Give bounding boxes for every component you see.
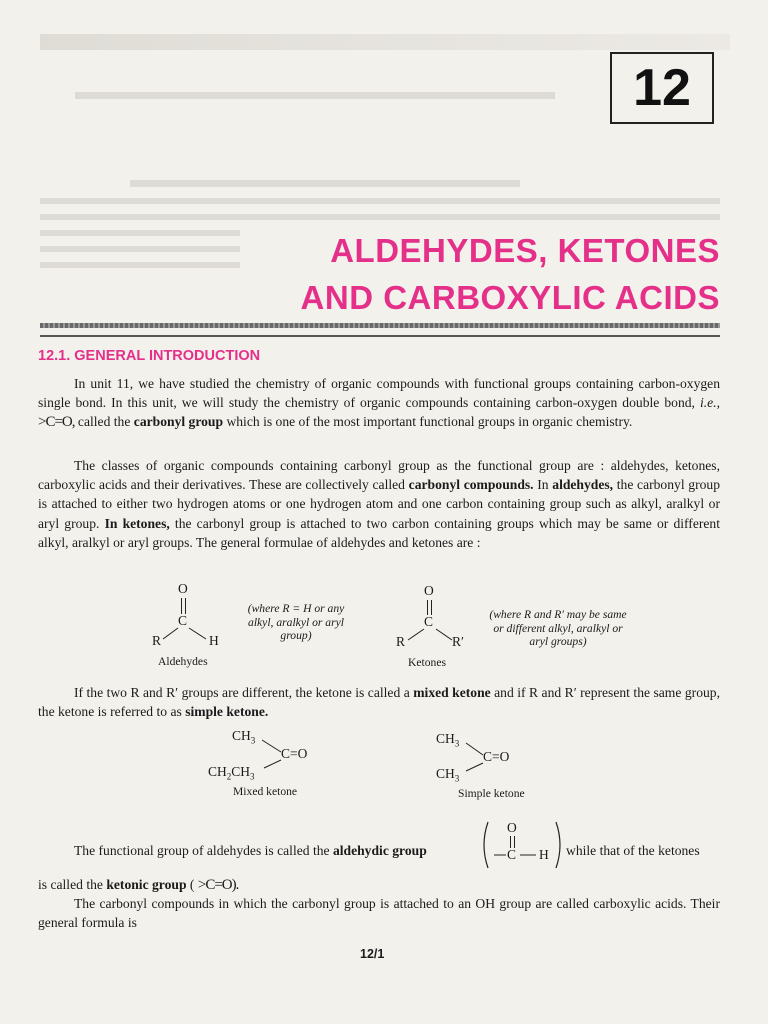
text: called the [74,414,134,430]
ketonic-symbol: >C=O). [197,877,239,893]
paragraph-carboxylic: The carbonyl compounds in which the carbonyl group is attached to an OH group are called carboxylic acids. Their general formula is [38,896,720,931]
text: ( [186,877,198,892]
oxygen-atom: O [178,581,188,596]
term-carbonyl-group: carbonyl group [133,414,224,430]
text: If the two R and R′ groups are different, the ketone is called a [74,685,414,700]
ethyl-group: $CH_2CH_3$ [208,764,255,782]
text: The classes of organic compounds containing carbonyl group as the functional group are : aldehydes, ketones, carboxylic acids and their derivatives. These are collectively called [38,458,720,493]
term-simple-ketone: simple ketone. [185,704,269,720]
text: which is one of the most important functional groups in organic chemistry. [223,414,633,430]
term-ketonic-group: ketonic group [106,877,187,892]
chapter-title-line-1: ALDEHYDES, KETONES [330,232,720,269]
text: the carbonyl group is attached to two carbon containing groups which may be same or different alkyl, aralkyl or aryl groups. The general formulae of aldehydes and ketones are : [38,515,721,550]
carbon-atom: C [178,613,188,628]
ketone-note: (where R and R′ may be same or different alkyl, aralkyl or aryl groups) [489,608,627,648]
text: The functional group of aldehydes is called the [74,843,333,858]
term-mixed-ketone: mixed ketone [413,685,491,700]
text: while that of the ketones [566,843,700,858]
aldehyde-note: (where R = H or any alkyl, aralkyl or aryl group) [247,602,345,642]
carbonyl-symbol: >C=O, [38,414,75,431]
h-atom: H [209,633,219,648]
text-italic: i.e., [699,395,720,411]
h-atom: H [539,847,549,862]
methyl-group: $CH_3$ [436,766,460,784]
text: is called the [38,877,107,892]
simple-ketone-caption: Simple ketone [458,787,525,800]
mixed-ketone-caption: Mixed ketone [233,785,298,798]
methyl-group: $CH_3$ [232,728,256,746]
r-prime-group: R′ [452,634,464,649]
carbonyl-group: C=O [281,746,308,761]
page-number: 12/1 [360,947,385,961]
carbon-atom: C [507,847,517,862]
r-group: R [152,633,162,648]
term-carbonyl-compounds: carbonyl compounds. [408,477,534,493]
r-group: R [396,634,406,649]
paragraph-ketonic-group [38,875,720,895]
carbonyl-group: C=O [483,749,510,764]
chapter-number-box: 12 [610,52,714,124]
section-heading: 12.1. GENERAL INTRODUCTION [38,348,261,364]
text: the carbonyl group is attached to either two hydrogen atoms or one hydrogen atom and one carbon containing group such as alkyl, aralkyl or aryl group. [38,477,720,531]
carbon-atom: C [424,614,434,629]
oxygen-atom: O [424,583,434,598]
paragraph-aldehydic-tail [566,841,726,860]
chapter-title-line-2: AND CARBOXYLIC ACIDS [300,279,720,316]
text: In unit 11, we have studied the chemistry of organic compounds with functional groups containing carbon-oxygen single bond. In this unit, we will study the chemistry of organic compounds containing carbon-oxygen double bond, [38,376,720,411]
aldehydes-caption: Aldehydes [158,655,208,668]
term-aldehydic-group: aldehydic group [332,843,427,858]
term-aldehydes: aldehydes, [552,477,614,493]
text: and if R and R′ represent the same group, the ketone is referred to as [38,685,720,720]
oxygen-atom: O [507,820,517,835]
term-ketones: In ketones, [104,515,170,531]
methyl-group: $CH_3$ [436,731,460,749]
ketones-caption: Ketones [408,656,446,669]
text: In [533,477,553,493]
